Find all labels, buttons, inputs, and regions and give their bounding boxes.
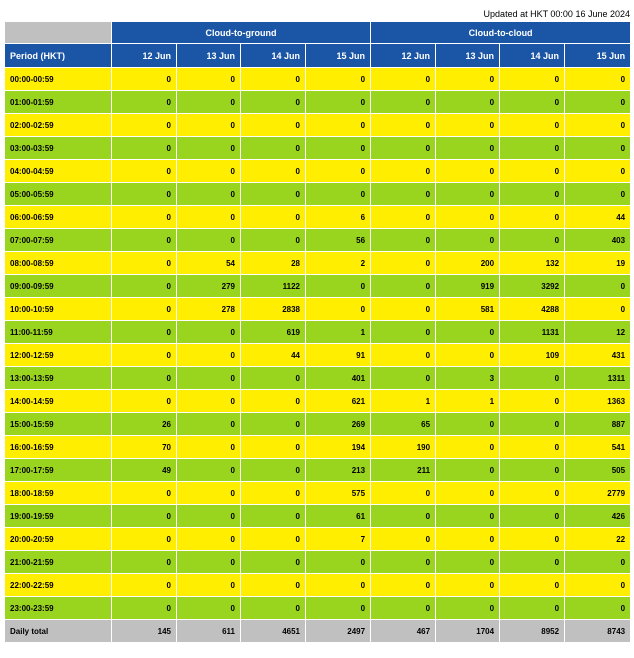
daily-total-row [5,620,631,643]
period-cell: 18:00-18:59 [5,482,112,505]
count-cell: 0 [177,229,241,252]
table-row [5,528,631,551]
count-cell: 0 [436,482,500,505]
count-cell: 0 [500,551,565,574]
header-corner [5,22,112,44]
count-cell: 0 [177,160,241,183]
count-cell: 0 [241,436,306,459]
count-cell: 401 [306,367,371,390]
count-cell: 0 [241,505,306,528]
count-cell: 0 [371,114,436,137]
day-header: 13 Jun [177,44,241,68]
table-row [5,114,631,137]
count-cell: 0 [306,68,371,91]
count-cell: 190 [371,436,436,459]
period-cell: 21:00-21:59 [5,551,112,574]
count-cell: 0 [241,367,306,390]
count-cell: 0 [112,390,177,413]
count-cell: 0 [500,390,565,413]
period-cell: 10:00-10:59 [5,298,112,321]
count-cell: 1311 [565,367,631,390]
total-cell: 611 [177,620,241,643]
count-cell: 0 [112,298,177,321]
count-cell: 194 [306,436,371,459]
day-header: 15 Jun [306,44,371,68]
table-row [5,367,631,390]
period-cell: 17:00-17:59 [5,459,112,482]
count-cell: 22 [565,528,631,551]
count-cell: 0 [565,298,631,321]
count-cell: 0 [241,413,306,436]
count-cell: 0 [436,344,500,367]
count-cell: 200 [436,252,500,275]
count-cell: 887 [565,413,631,436]
count-cell: 0 [241,597,306,620]
count-cell: 0 [241,528,306,551]
day-header: 13 Jun [436,44,500,68]
count-cell: 0 [436,459,500,482]
count-cell: 1363 [565,390,631,413]
table-row [5,206,631,229]
count-cell: 1 [306,321,371,344]
count-cell: 44 [565,206,631,229]
count-cell: 279 [177,275,241,298]
count-cell: 0 [371,528,436,551]
count-cell: 0 [371,275,436,298]
count-cell: 0 [371,252,436,275]
period-cell: 03:00-03:59 [5,137,112,160]
count-cell: 0 [436,114,500,137]
count-cell: 1 [371,390,436,413]
count-cell: 505 [565,459,631,482]
table-row [5,298,631,321]
count-cell: 0 [177,574,241,597]
period-cell: 05:00-05:59 [5,183,112,206]
day-header: 14 Jun [500,44,565,68]
table-row [5,321,631,344]
count-cell: 0 [112,91,177,114]
period-cell: 22:00-22:59 [5,574,112,597]
count-cell: 0 [241,459,306,482]
total-cell: 8743 [565,620,631,643]
count-cell: 0 [241,160,306,183]
period-cell: 19:00-19:59 [5,505,112,528]
count-cell: 44 [241,344,306,367]
lightning-count-table [4,21,631,643]
count-cell: 0 [371,91,436,114]
count-cell: 0 [371,367,436,390]
count-cell: 0 [306,91,371,114]
count-cell: 3 [436,367,500,390]
count-cell: 0 [436,321,500,344]
count-cell: 621 [306,390,371,413]
count-cell: 0 [241,114,306,137]
count-cell: 0 [177,528,241,551]
count-cell: 1122 [241,275,306,298]
count-cell: 0 [306,183,371,206]
count-cell: 6 [306,206,371,229]
table-row [5,482,631,505]
count-cell: 2 [306,252,371,275]
count-cell: 56 [306,229,371,252]
count-cell: 109 [500,344,565,367]
count-cell: 0 [371,321,436,344]
table-row [5,574,631,597]
count-cell: 0 [112,137,177,160]
count-cell: 0 [500,459,565,482]
count-cell: 0 [500,413,565,436]
count-cell: 0 [565,160,631,183]
total-cell: 467 [371,620,436,643]
count-cell: 19 [565,252,631,275]
count-cell: 0 [371,183,436,206]
count-cell: 269 [306,413,371,436]
day-header: 12 Jun [112,44,177,68]
count-cell: 0 [500,574,565,597]
count-cell: 0 [112,597,177,620]
count-cell: 0 [177,505,241,528]
count-cell: 0 [306,597,371,620]
count-cell: 0 [565,597,631,620]
table-row [5,390,631,413]
count-cell: 0 [371,505,436,528]
count-cell: 0 [500,137,565,160]
period-cell: 14:00-14:59 [5,390,112,413]
count-cell: 0 [177,114,241,137]
count-cell: 213 [306,459,371,482]
daily-total-label: Daily total [5,620,112,643]
count-cell: 0 [500,505,565,528]
count-cell: 132 [500,252,565,275]
count-cell: 0 [306,275,371,298]
period-cell: 06:00-06:59 [5,206,112,229]
count-cell: 0 [500,114,565,137]
count-cell: 0 [177,413,241,436]
count-cell: 0 [177,321,241,344]
count-cell: 0 [177,206,241,229]
count-cell: 0 [565,551,631,574]
total-cell: 2497 [306,620,371,643]
count-cell: 0 [177,436,241,459]
count-cell: 0 [565,137,631,160]
count-cell: 0 [306,137,371,160]
count-cell: 0 [112,482,177,505]
count-cell: 0 [436,597,500,620]
count-cell: 0 [177,551,241,574]
table-row [5,436,631,459]
count-cell: 0 [371,482,436,505]
count-cell: 0 [177,344,241,367]
day-header: 15 Jun [565,44,631,68]
count-cell: 7 [306,528,371,551]
count-cell: 0 [500,482,565,505]
count-cell: 0 [500,229,565,252]
count-cell: 0 [112,206,177,229]
count-cell: 54 [177,252,241,275]
count-cell: 0 [565,91,631,114]
count-cell: 2779 [565,482,631,505]
count-cell: 0 [565,574,631,597]
count-cell: 0 [565,68,631,91]
count-cell: 0 [371,597,436,620]
table-row [5,275,631,298]
total-cell: 145 [112,620,177,643]
count-cell: 26 [112,413,177,436]
period-cell: 12:00-12:59 [5,344,112,367]
count-cell: 0 [371,344,436,367]
period-cell: 13:00-13:59 [5,367,112,390]
count-cell: 0 [241,482,306,505]
count-cell: 1131 [500,321,565,344]
count-cell: 65 [371,413,436,436]
count-cell: 0 [241,206,306,229]
count-cell: 0 [565,183,631,206]
count-cell: 0 [241,390,306,413]
table-row [5,91,631,114]
count-cell: 0 [112,528,177,551]
day-header: 12 Jun [371,44,436,68]
count-cell: 0 [500,367,565,390]
count-cell: 0 [371,574,436,597]
count-cell: 0 [177,183,241,206]
count-cell: 0 [500,68,565,91]
group-header-cloud-to-cloud: Cloud-to-cloud [371,22,631,44]
count-cell: 0 [371,229,436,252]
period-cell: 11:00-11:59 [5,321,112,344]
count-cell: 0 [112,574,177,597]
period-cell: 08:00-08:59 [5,252,112,275]
count-cell: 0 [436,206,500,229]
count-cell: 61 [306,505,371,528]
count-cell: 0 [436,551,500,574]
count-cell: 0 [306,298,371,321]
count-cell: 0 [177,459,241,482]
table-row [5,183,631,206]
count-cell: 0 [500,436,565,459]
period-cell: 16:00-16:59 [5,436,112,459]
count-cell: 0 [436,68,500,91]
count-cell: 0 [177,137,241,160]
count-cell: 0 [112,68,177,91]
count-cell: 0 [565,275,631,298]
count-cell: 0 [306,574,371,597]
count-cell: 0 [112,114,177,137]
count-cell: 0 [371,68,436,91]
total-cell: 8952 [500,620,565,643]
count-cell: 0 [241,551,306,574]
table-row [5,459,631,482]
count-cell: 0 [112,252,177,275]
count-cell: 431 [565,344,631,367]
count-cell: 0 [436,505,500,528]
count-cell: 0 [177,390,241,413]
count-cell: 0 [500,91,565,114]
period-cell: 07:00-07:59 [5,229,112,252]
count-cell: 28 [241,252,306,275]
group-header-cloud-to-ground: Cloud-to-ground [112,22,371,44]
count-cell: 0 [241,68,306,91]
updated-timestamp: Updated at HKT 00:00 16 June 2024 [483,9,630,19]
count-cell: 0 [112,367,177,390]
count-cell: 581 [436,298,500,321]
table-row [5,137,631,160]
count-cell: 70 [112,436,177,459]
count-cell: 0 [436,91,500,114]
count-cell: 0 [112,344,177,367]
total-cell: 4651 [241,620,306,643]
count-cell: 919 [436,275,500,298]
table-row [5,252,631,275]
count-cell: 0 [436,574,500,597]
count-cell: 0 [436,137,500,160]
count-cell: 2838 [241,298,306,321]
period-cell: 04:00-04:59 [5,160,112,183]
count-cell: 0 [436,528,500,551]
count-cell: 0 [371,551,436,574]
count-cell: 1 [436,390,500,413]
count-cell: 0 [371,160,436,183]
count-cell: 0 [436,413,500,436]
count-cell: 211 [371,459,436,482]
count-cell: 0 [306,551,371,574]
count-cell: 0 [112,160,177,183]
count-cell: 575 [306,482,371,505]
count-cell: 3292 [500,275,565,298]
count-cell: 426 [565,505,631,528]
count-cell: 0 [177,367,241,390]
count-cell: 0 [177,482,241,505]
count-cell: 0 [177,91,241,114]
count-cell: 0 [177,68,241,91]
count-cell: 4288 [500,298,565,321]
count-cell: 403 [565,229,631,252]
period-cell: 09:00-09:59 [5,275,112,298]
day-header: 14 Jun [241,44,306,68]
count-cell: 619 [241,321,306,344]
table-row [5,160,631,183]
count-cell: 0 [241,183,306,206]
count-cell: 0 [112,275,177,298]
table-row [5,344,631,367]
count-cell: 0 [436,183,500,206]
count-cell: 0 [241,91,306,114]
table-row [5,551,631,574]
count-cell: 0 [500,160,565,183]
count-cell: 0 [241,574,306,597]
table-row [5,413,631,436]
count-cell: 0 [241,137,306,160]
count-cell: 0 [371,206,436,229]
count-cell: 0 [500,597,565,620]
count-cell: 0 [112,183,177,206]
table-row [5,505,631,528]
count-cell: 0 [112,321,177,344]
count-cell: 0 [112,505,177,528]
total-cell: 1704 [436,620,500,643]
count-cell: 0 [371,298,436,321]
count-cell: 0 [306,114,371,137]
count-cell: 0 [112,551,177,574]
count-cell: 0 [500,206,565,229]
period-cell: 15:00-15:59 [5,413,112,436]
count-cell: 0 [500,183,565,206]
count-cell: 12 [565,321,631,344]
count-cell: 91 [306,344,371,367]
table-row [5,597,631,620]
count-cell: 0 [177,597,241,620]
table-row [5,229,631,252]
count-cell: 0 [500,528,565,551]
period-cell: 02:00-02:59 [5,114,112,137]
count-cell: 0 [436,436,500,459]
count-cell: 0 [241,229,306,252]
count-cell: 0 [436,160,500,183]
period-column-header: Period (HKT) [5,44,112,68]
table-body [5,68,631,620]
count-cell: 541 [565,436,631,459]
count-cell: 0 [371,137,436,160]
count-cell: 0 [112,229,177,252]
count-cell: 0 [306,160,371,183]
period-cell: 23:00-23:59 [5,597,112,620]
count-cell: 49 [112,459,177,482]
count-cell: 0 [436,229,500,252]
table-row [5,68,631,91]
period-cell: 20:00-20:59 [5,528,112,551]
period-cell: 00:00-00:59 [5,68,112,91]
period-cell: 01:00-01:59 [5,91,112,114]
count-cell: 0 [565,114,631,137]
count-cell: 278 [177,298,241,321]
